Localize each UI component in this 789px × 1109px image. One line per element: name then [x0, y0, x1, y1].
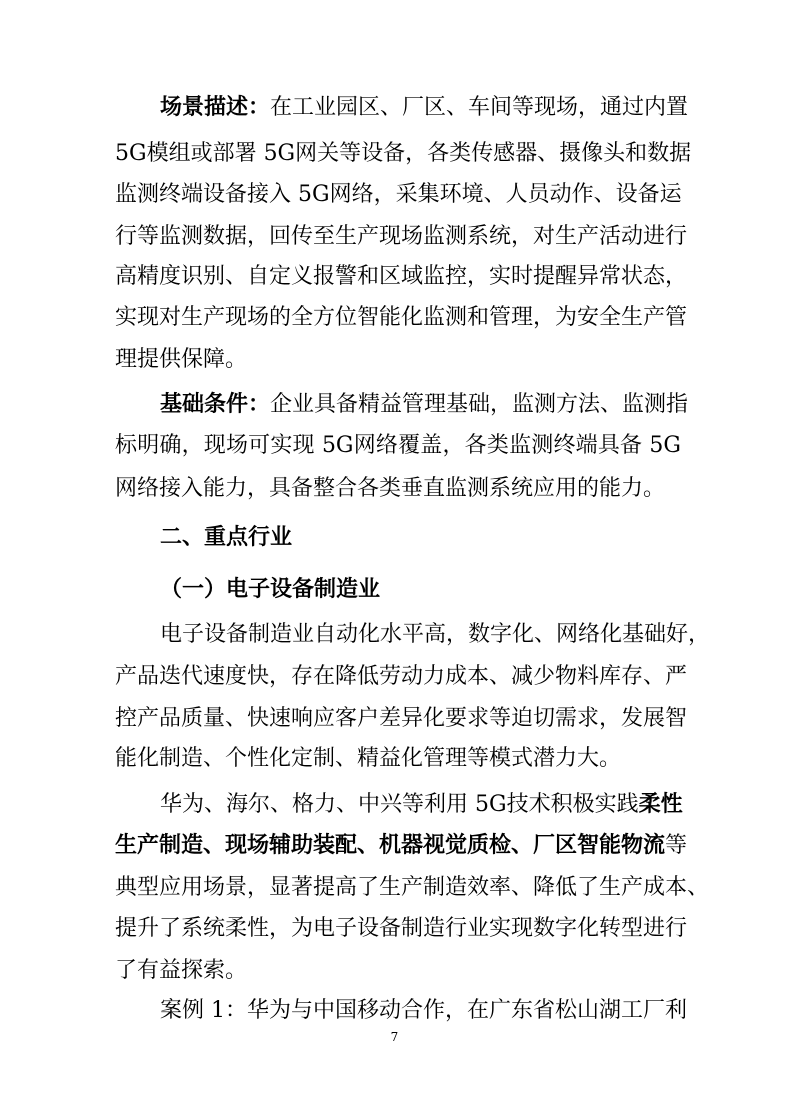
para1-line-4: 能化制造、个性化定制、精益化管理等模式潜力大。: [115, 746, 622, 771]
para2-line-3: 典型应用场景，显著提高了生产制造效率、降低了生产成本、: [115, 875, 710, 900]
section-subheading: （一）电子设备制造业: [160, 577, 381, 602]
case-line-1: 案例 1：华为与中国移动合作，在广东省松山湖工厂利: [160, 998, 687, 1023]
scenario-cond-line-2: 标明确，现场可实现 5G网络覆盖，各类监测终端具备 5G: [115, 433, 681, 458]
para2-line-4: 提升了系统柔性，为电子设备制造行业实现数字化转型进行: [115, 916, 688, 941]
para2-bold-phrase-2: 生产制造、现场辅助装配、机器视觉质检、厂区智能物流: [115, 833, 666, 858]
scenario-desc-line-2: 5G模组或部署 5G网关等设备，各类传感器、摄像头和数据: [115, 141, 692, 166]
scenario-desc-line-1: 场景描述：在工业园区、厂区、车间等现场，通过内置: [160, 95, 689, 120]
scenario-desc-label: 场景描述：: [160, 95, 271, 120]
scenario-desc-line-4: 行等监测数据，回传至生产现场监测系统，对生产活动进行: [115, 224, 688, 249]
para2-line-2: 生产制造、现场辅助装配、机器视觉质检、厂区智能物流等: [115, 833, 688, 858]
scenario-desc-line-3: 监测终端设备接入 5G网络，采集环境、人员动作、设备运: [115, 182, 682, 207]
scenario-cond-label: 基础条件：: [160, 392, 271, 417]
para1-line-2: 产品迭代速度快，存在降低劳动力成本、减少物料库存、严: [115, 664, 688, 689]
scenario-desc-line-6: 实现对生产现场的全方位智能化监测和管理，为安全生产管: [115, 305, 688, 330]
para2-line-5: 了有益探索。: [115, 958, 248, 983]
para1-line-1: 电子设备制造业自动化水平高，数字化、网络化基础好，: [160, 622, 711, 647]
scenario-desc-line-7: 理提供保障。: [115, 347, 248, 372]
scenario-cond-line-1: 基础条件：企业具备精益管理基础，监测方法、监测指: [160, 392, 689, 417]
page-number: 7: [390, 1030, 399, 1044]
para2-bold-phrase-1: 柔性: [638, 792, 683, 817]
para2-line-1: 华为、海尔、格力、中兴等利用 5G技术积极实践柔性: [160, 792, 683, 817]
section-heading: 二、重点行业: [160, 525, 293, 550]
para1-line-3: 控产品质量、快速响应客户差异化要求等迫切需求，发展智: [115, 706, 688, 731]
scenario-cond-line-3: 网络接入能力，具备整合各类垂直监测系统应用的能力。: [115, 476, 666, 501]
scenario-desc-line-5: 高精度识别、自定义报警和区域监控，实时提醒异常状态，: [115, 264, 688, 289]
